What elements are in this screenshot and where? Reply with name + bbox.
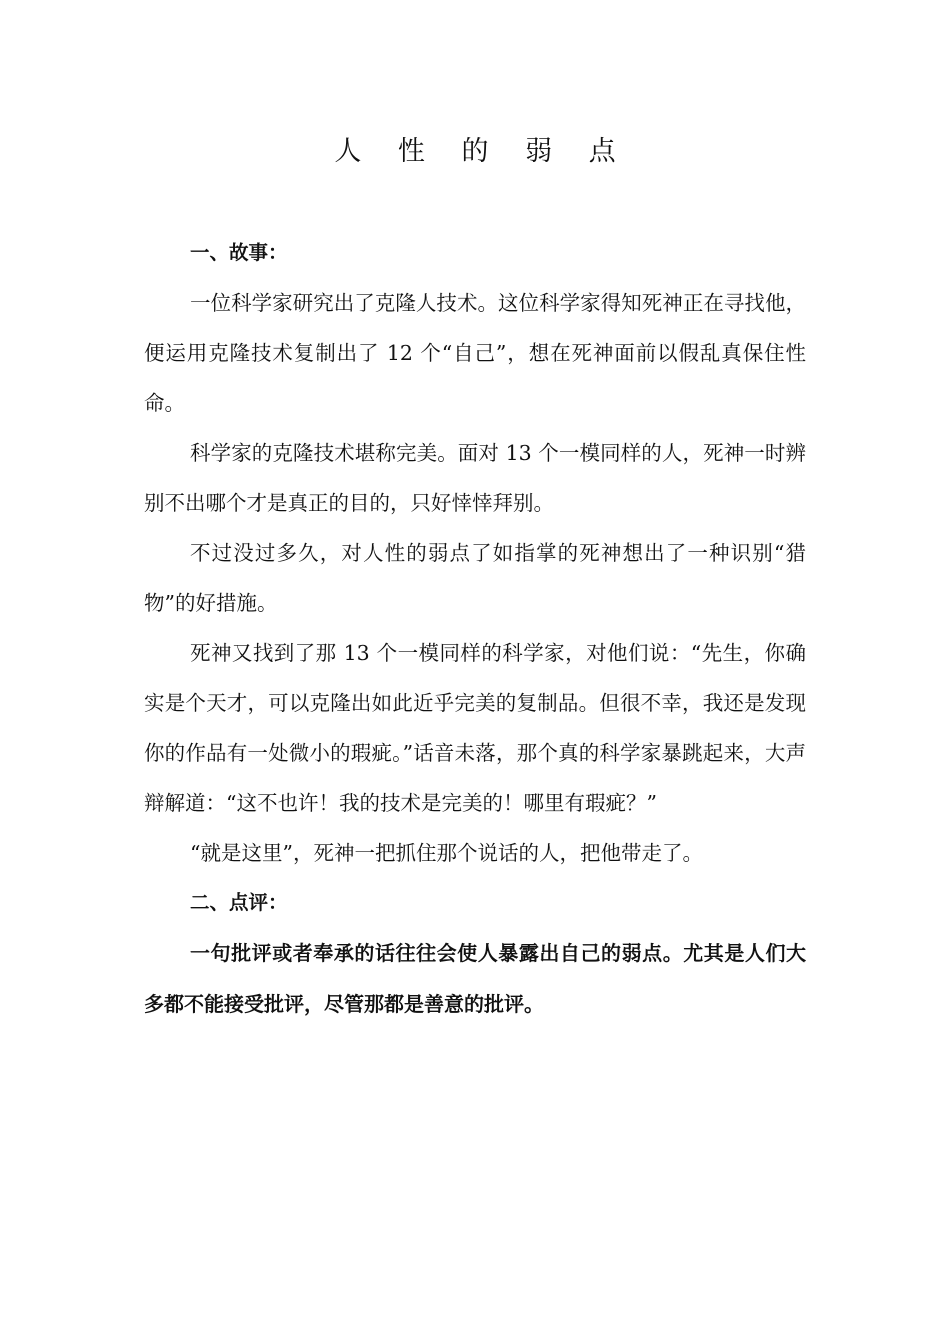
story-heading: 一、故事： [190,241,288,264]
story-paragraph-5: “就是这里”，死神一把抓住那个说话的人，把他带走了。 [190,841,703,865]
story-paragraph-3: 不过没过多久，对人性的弱点了如指掌的死神想出了一种识别“猎物”的好措施。 [144,541,806,615]
story-paragraph-2: 科学家的克隆技术堪称完美。面对 13 个一模同样的人，死神一时辨别不出哪个才是真正的目的，只好悻悻拜别。 [144,441,806,515]
story-paragraph-4: 死神又找到了那 13 个一模同样的科学家，对他们说：“先生，你确实是个天才，可以克隆出如此近乎完美的复制品。但很不幸，我还是发现你的作品有一处微小的瑕疵。”话音未落，那个真的科学家暴跳起来，大声辩解道：“这不也许！我的技术是完美的！哪里有瑕疵？” [144,641,806,815]
story-paragraph-1: 一位科学家研究出了克隆人技术。这位科学家得知死神正在寻找他，便运用克隆技术复制出了 12 个“自己”，想在死神面前以假乱真保住性命。 [144,291,806,415]
document-body [144,228,806,1030]
comment-paragraph: 一句批评或者奉承的话往往会使人暴露出自己的弱点。尤其是人们大多都不能接受批评，尽管那都是善意的批评。 [144,941,806,1016]
comment-heading: 二、点评： [190,891,288,914]
document-title: 人 性 的 弱 点 [334,136,630,167]
